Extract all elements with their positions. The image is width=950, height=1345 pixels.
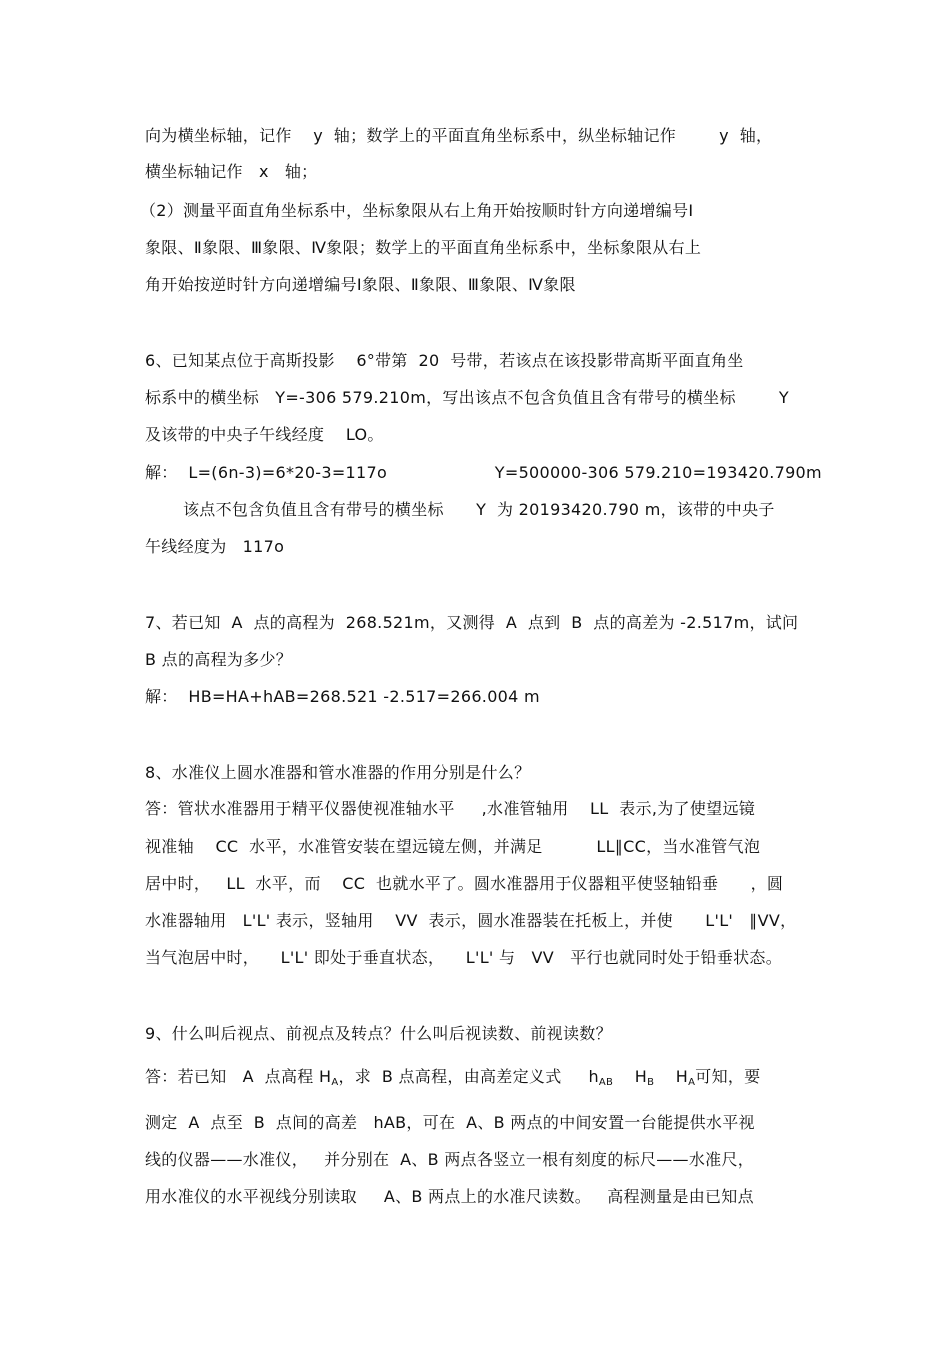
q9-a1-mid: ，求 B 点高程，由高差定义式 [338, 1067, 589, 1086]
diff-subscript-ab: AB [598, 1077, 614, 1088]
diff-symbol-h: h [588, 1067, 599, 1086]
q9-a1-pre: 答：若已知 A 点高程 [145, 1067, 319, 1086]
q7-line-1: 7、若已知 A 点的高程为 268.521m，又测得 A 点到 B 点的高差为 -2.517m，试问 [145, 613, 799, 632]
height-symbol-h: H [318, 1067, 332, 1086]
q9-line-1: 9、什么叫后视点、前视点及转点？什么叫后视读数、前视读数？ [145, 1024, 612, 1043]
q6-answer-line-2: 该点不包含负值且含有带号的横坐标 Y 为 20193420.790 m，该带的中央子 [183, 500, 775, 519]
q6-line-3: 及该带的中央子午线经度 LO。 [145, 425, 384, 444]
sec5-line-1: 向为横坐标轴，记作 y 轴；数学上的平面直角坐标系中，纵坐标轴记作 y 轴， [145, 126, 773, 145]
q7-answer-line-1: 解： HB=HA+hAB=268.521 -2.517=266.004 m [145, 687, 540, 706]
q8-answer-line-3: 居中时， LL 水平，而 CC 也就水平了。圆水准器用于仪器粗平使竖轴铅垂 ，圆 [145, 874, 784, 893]
q8-line-1: 8、水准仪上圆水准器和管水准器的作用分别是什么？ [145, 763, 531, 782]
height-subscript-b: B [647, 1077, 655, 1088]
height-symbol-hb: H [613, 1067, 648, 1086]
sec5-line-5: 角开始按逆时针方向递增编号Ⅰ象限、Ⅱ象限、Ⅲ象限、Ⅳ象限 [145, 275, 576, 294]
q9-answer-line-3: 线的仪器——水准仪， 并分别在 A、B 两点各竖立一根有刻度的标尺——水准尺， [145, 1150, 755, 1169]
q9-answer-line-1 [145, 1066, 760, 1094]
q8-answer-line-5: 当气泡居中时， L'L' 即处于垂直状态， L'L' 与 VV 平行也就同时处于铅垂状态。 [145, 948, 783, 967]
height-subscript-a: A [331, 1077, 339, 1088]
sec5-line-2: 横坐标轴记作 x 轴； [145, 162, 318, 181]
q9-answer-line-2: 测定 A 点至 B 点间的高差 hAB，可在 A、B 两点的中间安置一台能提供水平视 [145, 1113, 755, 1132]
height-symbol-ha: H [654, 1067, 689, 1086]
q8-answer-line-4: 水准器轴用 L'L' 表示，竖轴用 VV 表示，圆水准器装在托板上，并使 L'L' ∥VV， [145, 911, 797, 930]
q9-a1-post: 可知，要 [695, 1067, 761, 1086]
q6-line-2: 标系中的横坐标 Y=-306 579.210m，写出该点不包含负值且含有带号的横坐标 Y [145, 388, 789, 407]
q6-answer-line-3: 午线经度为 117o [145, 537, 285, 556]
q9-answer-line-4: 用水准仪的水平视线分别读取 A、B 两点上的水准尺读数。 高程测量是由已知点 [145, 1187, 754, 1206]
q6-line-1: 6、已知某点位于高斯投影 6°带第 20 号带，若该点在该投影带高斯平面直角坐 [145, 351, 744, 370]
q6-answer-line-1: 解： L=(6n-3)=6*20-3=117o Y=500000-306 579.210=193420.790m [145, 463, 822, 482]
sec5-line-3: （2）测量平面直角坐标系中，坐标象限从右上角开始按顺时针方向递增编号Ⅰ [140, 201, 694, 220]
q8-answer-line-2: 视准轴 CC 水平，水准管安装在望远镜左侧，并满足 LL∥CC，当水准管气泡 [145, 837, 761, 856]
q8-answer-line-1: 答：管状水准器用于精平仪器使视准轴水平 ,水准管轴用 LL 表示,为了使望远镜 [145, 799, 756, 818]
height-subscript-a2: A [688, 1077, 696, 1088]
q7-line-2: B 点的高程为多少？ [145, 650, 293, 669]
sec5-line-4: 象限、Ⅱ象限、Ⅲ象限、Ⅳ象限；数学上的平面直角坐标系中，坐标象限从右上 [145, 238, 702, 257]
